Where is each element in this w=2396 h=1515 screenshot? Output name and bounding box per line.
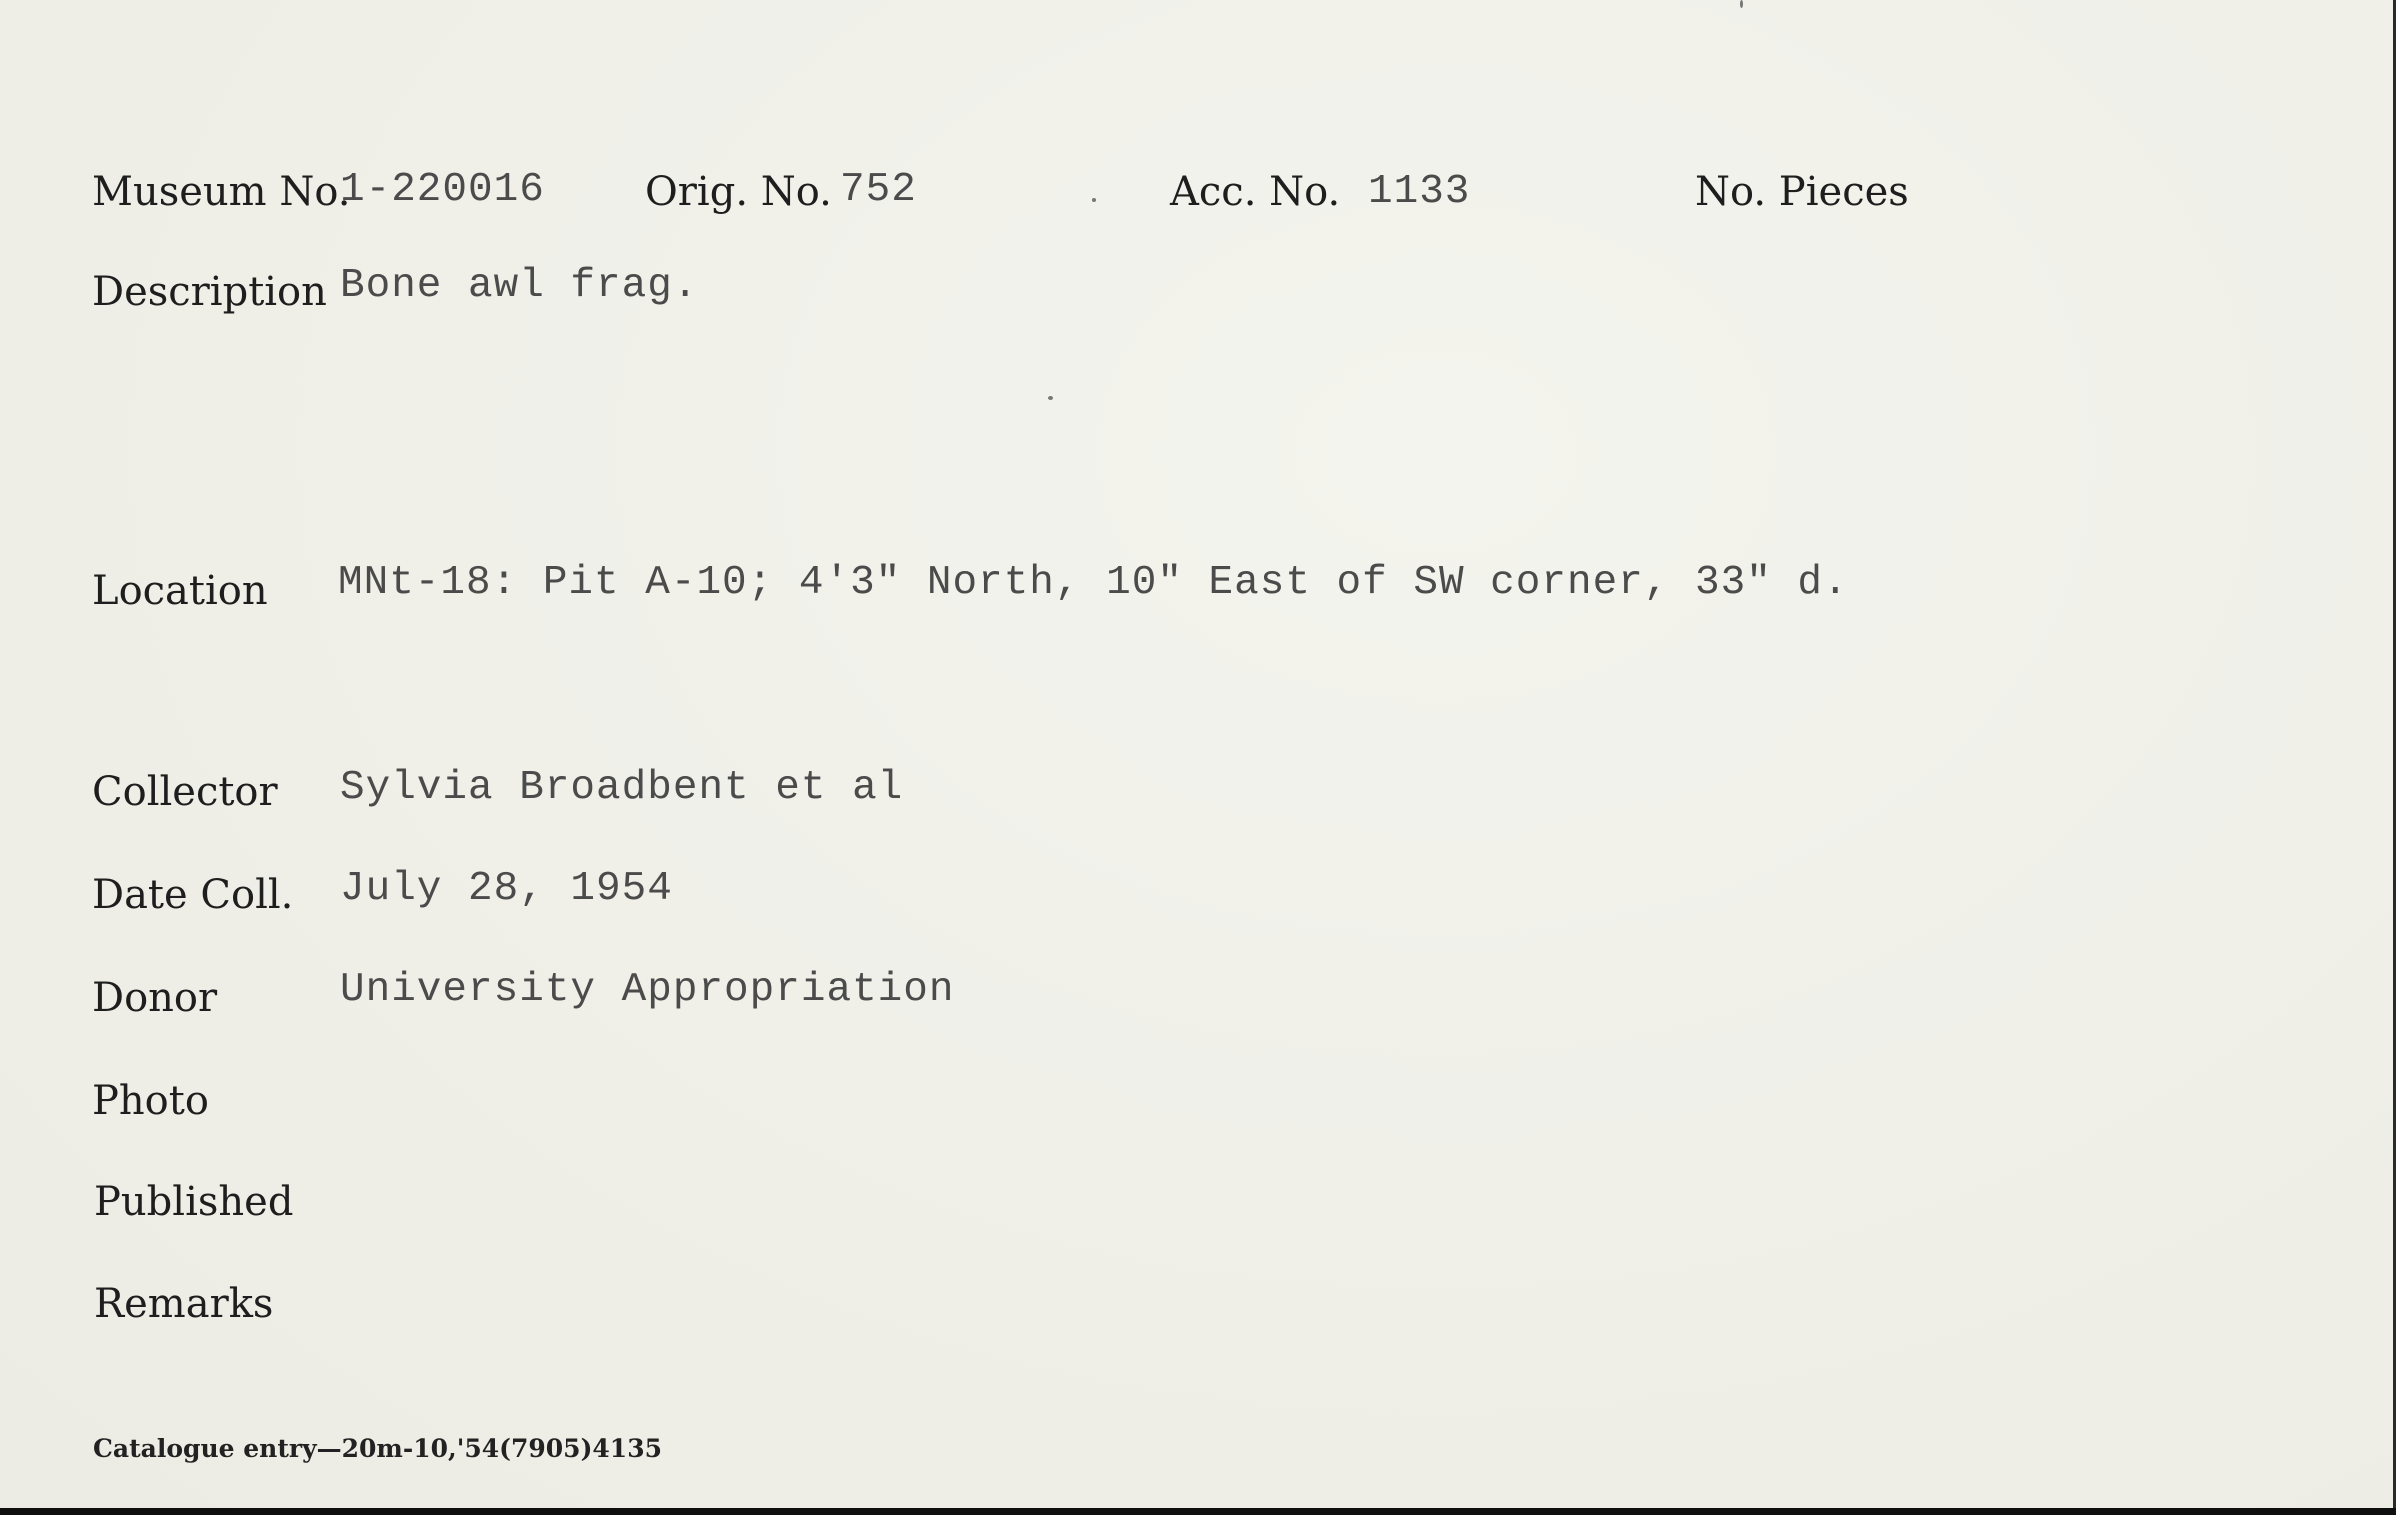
catalogue-entry-footer: Catalogue entry—20m-10,'54(7905)4135 [93, 1434, 662, 1463]
acc-no-label: Acc. No. [1170, 169, 1341, 215]
museum-no-label: Museum No. [92, 169, 351, 215]
location-label: Location [92, 568, 268, 614]
orig-no-value: 752 [840, 167, 917, 213]
published-label: Published [94, 1179, 294, 1225]
donor-value: University Appropriation [340, 967, 955, 1013]
description-label: Description [92, 269, 327, 315]
no-pieces-label: No. Pieces [1695, 169, 1909, 215]
paper-speck [1048, 396, 1053, 400]
orig-no-label: Orig. No. [645, 169, 832, 215]
photo-label: Photo [92, 1078, 209, 1124]
donor-label: Donor [92, 975, 218, 1021]
remarks-label: Remarks [94, 1281, 274, 1327]
description-value: Bone awl frag. [340, 263, 699, 309]
acc-no-value: 1133 [1368, 169, 1471, 215]
paper-speck [1092, 198, 1096, 202]
collector-label: Collector [92, 769, 278, 815]
museum-no-value: 1-220016 [340, 167, 545, 213]
collector-value: Sylvia Broadbent et al [340, 765, 904, 811]
paper-speck [1740, 0, 1743, 8]
location-value: MNt-18: Pit A-10; 4'3" North, 10" East of SW corner, 33" d. [338, 560, 1849, 606]
date-coll-value: July 28, 1954 [340, 866, 673, 912]
date-coll-label: Date Coll. [92, 872, 294, 918]
